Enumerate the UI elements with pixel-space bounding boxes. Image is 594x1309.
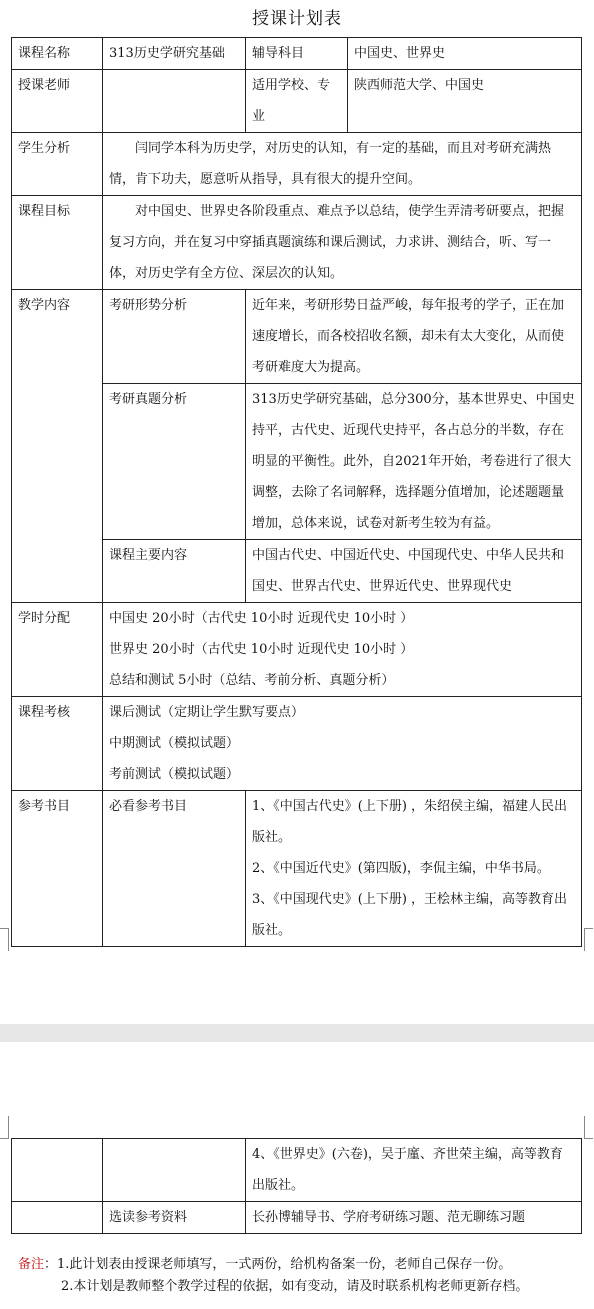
- required-book-item: 4、《世界史》(六卷)，吴于廑、齐世荣主编，高等教育出版社。: [246, 1139, 582, 1202]
- crop-mark: [584, 928, 593, 951]
- subject-label: 辅导科目: [246, 38, 348, 70]
- course-plan-table: [11, 37, 582, 947]
- required-books-label: 必看参考书目: [103, 791, 246, 947]
- continued-empty-cell: [12, 1139, 103, 1202]
- teacher-label: 授课老师: [12, 70, 103, 133]
- student-analysis-text: 闫同学本科为历史学，对历史的认知，有一定的基础，而且对考研充满热情，肯下功夫，愿意听从指导，具有很大的提升空间。: [109, 141, 552, 187]
- remarks-separator: ：: [44, 1257, 58, 1272]
- remarks: [18, 1254, 528, 1298]
- hours-line: 世界史 20小时（古代史 10小时 近现代史 10小时 ）: [109, 642, 414, 657]
- content-item-text: 中国古代史、中国近代史、中国现代史、中华人民共和国史、世界古代史、世界近代史、世界现代史: [246, 540, 582, 603]
- required-book-item: 2、《中国近代史》(第四版)，李侃主编，中华书局。: [252, 861, 550, 876]
- remarks-note: 2.本计划是教师整个教学过程的依据，如有变动，请及时联系机构老师更新存档。: [61, 1279, 529, 1294]
- required-book-item: 1、《中国古代史》(上下册) ，朱绍侯主编，福建人民出版社。: [252, 799, 568, 845]
- assessment-line: 课后测试（定期让学生默写要点）: [109, 705, 305, 720]
- course-plan-table-continued: [11, 1138, 582, 1234]
- optional-books-text: 长孙博辅导书、学府考研练习题、范无聊练习题: [246, 1202, 582, 1234]
- assessment-line: 考前测试（模拟试题）: [109, 767, 240, 782]
- remarks-label: 备注: [18, 1257, 45, 1272]
- content-item-text: 近年来，考研形势日益严峻，每年报考的学子，正在加速度增长，而各校招收名额，却未有太大变化，从而使考研难度大为提高。: [246, 290, 582, 384]
- continued-empty-cell: [103, 1139, 246, 1202]
- crop-mark: [0, 928, 9, 951]
- teacher-value: [103, 70, 246, 133]
- crop-mark: [584, 1116, 593, 1139]
- student-analysis-label: 学生分析: [12, 133, 103, 196]
- hours-line: 总结和测试 5小时（总结、考前分析、真题分析）: [109, 673, 395, 688]
- continued-empty-cell: [12, 1202, 103, 1234]
- course-goal-text: 对中国史、世界史各阶段重点、难点予以总结，使学生弄清考研要点，把握复习方向，并在复习中穿插真题演练和课后测试，力求讲、测结合，听、写一体，对历史学有全方位、深层次的认知。: [109, 204, 565, 281]
- content-item-label: 考研真题分析: [103, 384, 246, 540]
- course-name-value: 313历史学研究基础: [103, 38, 246, 70]
- remarks-note: 1.此计划表由授课老师填写，一式两份，给机构备案一份，老师自己保存一份。: [57, 1257, 512, 1272]
- hours-line: 中国史 20小时（古代史 10小时 近现代史 10小时 ）: [109, 611, 414, 626]
- page-break-gap: [0, 1024, 594, 1042]
- required-book-item: 3、《中国现代史》(上下册) ，王桧林主编，高等教育出版社。: [252, 892, 568, 938]
- page-title: 授课计划表: [252, 9, 342, 29]
- content-item-text: 313历史学研究基础，总分300分，基本世界史、中国史持平，古代史、近现代史持平，各占总分的半数，存在明显的平衡性。此外，自2021年开始，考卷进行了很大调整，去除了名词解释，选择题分值增加，论述题题量增加，总体来说，试卷对新考生较为有益。: [246, 384, 582, 540]
- school-label: 适用学校、专业: [246, 70, 348, 133]
- optional-books-label: 选读参考资料: [103, 1202, 246, 1234]
- school-value: 陕西师范大学、中国史: [348, 70, 582, 133]
- subject-value: 中国史、世界史: [348, 38, 582, 70]
- assessment-line: 中期测试（模拟试题）: [109, 736, 240, 751]
- assessment-label: 课程考核: [12, 697, 103, 791]
- reference-books-label: 参考书目: [12, 791, 103, 947]
- content-item-label: 考研形势分析: [103, 290, 246, 384]
- course-goal-label: 课程目标: [12, 196, 103, 290]
- crop-mark: [0, 1116, 9, 1139]
- teaching-content-label: 教学内容: [12, 290, 103, 603]
- hours-label: 学时分配: [12, 603, 103, 697]
- content-item-label: 课程主要内容: [103, 540, 246, 603]
- course-name-label: 课程名称: [12, 38, 103, 70]
